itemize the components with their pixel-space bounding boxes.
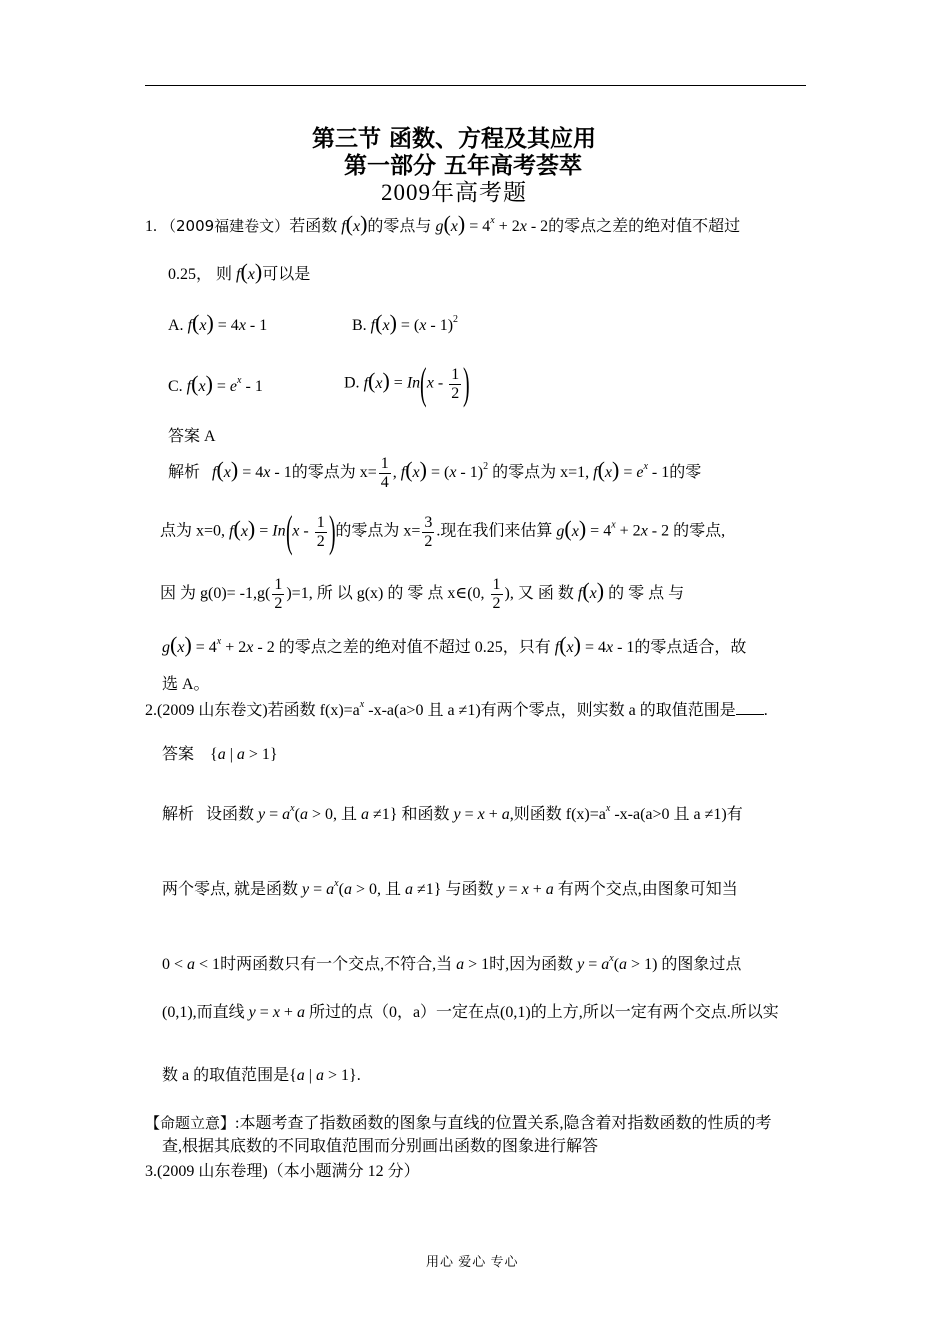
q2-solution-line1: 解析 设函数 $y = a^x(a > 0$, 且 a ≠1} 和函数 y = x + a,则函数 $f(x)=a^x$ -x-a(a>0 且 a ≠1)有	[162, 803, 743, 823]
q1-solution-line5: 选 A。	[162, 676, 210, 693]
q2-text: 有两个交点,由图象可知当	[557, 881, 738, 898]
q1-text: 因 为 g(0)= -1,g(	[160, 585, 271, 603]
solution-label: 解析	[168, 464, 201, 482]
q1-solution-line4: $g(x) = 4^x + 2x - 2$ 的零点之差的绝对值不超过 0.25，只有 f(x) = 4x - 1的零点适合，故	[162, 632, 747, 657]
q1-text: 的零点,	[673, 522, 726, 540]
q2-solution-line4: (0,1),而直线 y = x + a 所过的点（0，a）一定在点(0,1)的上方,所以一定有两个交点.所以实	[162, 1004, 779, 1021]
q1-number: 1.	[145, 218, 157, 235]
q1-answer: 答案 A	[168, 428, 216, 445]
answer-label: 答案	[162, 746, 195, 763]
q1-text: )=1, 所 以 g(x) 的 零 点 x∈(0,	[286, 585, 485, 603]
q2-answer: 答案 {a | a > 1}	[162, 746, 278, 763]
q2-solution-line3: 0 < a < 1时两函数只有一个交点,不符合,当 a > 1时,因为函数 $y = a^x(a > 1)$ 的图象过点	[162, 953, 742, 973]
q2-solution-line2: 两个零点, 就是函数 $y = a^x(a > 0$, 且 a ≠1} 与函数 y = x + a 有两个交点,由图象可知当	[162, 878, 738, 898]
q1-text: 可以是	[262, 266, 311, 283]
q2-text: (2009 山东卷文)若函数 f(x)=a	[157, 702, 360, 719]
q2-text: ,则函数 f(x)=a	[509, 806, 606, 823]
q1-text: 的零	[669, 464, 702, 482]
q1-option-d: D. f(x) = In(x - $\frac{1}{2}$ )	[344, 359, 470, 408]
q1-text: .现在我们来估算	[436, 522, 553, 540]
q2-text: 所过的点（0，a）一定在点(0,1)的上方,所以一定有两个交点.所以实	[308, 1004, 779, 1021]
q2-number: 2.	[145, 702, 157, 719]
solution-label: 解析	[162, 806, 195, 823]
q1-stem-line2	[168, 259, 311, 285]
q2-text: 与函数	[445, 881, 494, 898]
q1-text: 若函数	[289, 218, 338, 235]
header-rule	[145, 85, 806, 86]
q1-text: 的零点之差的绝对值不超过 0.25，只有	[278, 639, 551, 656]
option-label: D.	[344, 374, 360, 392]
q1-option-c: C. $f(x) = e^x - 1$	[168, 371, 263, 396]
q2-text: :本题考查了指数函数的图象与直线的位置关系,隐含着对指数函数的性质的考	[235, 1115, 772, 1132]
q3-stem: 3.(2009 山东卷理)（本小题满分 12 分）	[145, 1163, 420, 1180]
q2-text: -x-a(a>0 且 a ≠1)有	[614, 806, 743, 823]
math-gx: g(x)	[435, 211, 466, 236]
year-title: 2009年高考题	[381, 180, 527, 205]
section-title: 第三节 函数、方程及其应用	[312, 126, 597, 152]
q2-text: 时,因为函数	[489, 956, 574, 973]
q1-text: 点为 x=0,	[160, 522, 226, 540]
q1-solution-line2: 点为 x=0, f(x) = In(x - $\frac{1}{2}$ )的零点为 x= $\frac{3}{2}$ .现在我们来估算 $g(x) = 4^x + 2x - 2$ 的零点,	[160, 507, 726, 556]
q2-stem: 2.(2009 山东卷文)若函数 $f(x)=a^x$ -x-a(a>0 且 a ≠1)有两个零点，则实数 a 的取值范围是 .	[145, 699, 768, 719]
q2-intent-line1	[145, 1113, 771, 1134]
q1-solution-line1: 解析 f(x) = 4x - 1的零点为 x= $\frac{1}{4}$ , f(x) = (x - 1)$^2$ 的零点为 x=1, $f(x) = e^x - 1$的零	[168, 455, 702, 491]
q1-text: 的 零 点 与	[608, 585, 685, 603]
q1-text: 的零点为 x=	[291, 464, 377, 482]
q1-text: 的零点为 x=	[335, 522, 421, 540]
q2-text: 时两函数只有一个交点,不符合,当	[220, 956, 453, 973]
q2-text: .	[356, 1067, 361, 1084]
q2-text: 设函数	[206, 806, 255, 823]
q1-text: 0.25， 则	[168, 266, 233, 283]
page-footer: 用心 爱心 专心	[426, 1254, 519, 1269]
q1-stem-line1: 1. （2009福建卷文）若函数 f(x)的零点与 $g(x) = 4^x + 2x - 2$的零点之差的绝对值不超过	[145, 211, 741, 236]
q2-text: 的图象过点	[661, 956, 742, 973]
q2-text: 数 a 的取值范围是	[162, 1067, 290, 1084]
option-label: C.	[168, 378, 183, 395]
intent-label: 【命题立意】	[145, 1114, 236, 1132]
q1-text: ), 又 函 数	[504, 585, 574, 603]
q1-text: 的零点与	[367, 218, 432, 235]
q2-text: 两个零点, 就是函数	[162, 881, 299, 898]
q1-source: （2009福建卷文）	[161, 217, 290, 235]
q1-text: 的零点为 x=1,	[492, 464, 590, 482]
q1-solution-line3: 因 为 g(0)= -1,g( $\frac{1}{2}$ )=1, 所 以 g(x) 的 零 点 x∈(0, $\frac{1}{2}$ ), 又 函 数 f(x) 的 零 点 与	[160, 576, 685, 612]
answer-blank	[736, 700, 764, 715]
q2-text: 和函数	[401, 806, 450, 823]
option-label: A.	[168, 317, 184, 334]
q1-option-b: B. f(x) = (x - 1)$^2$	[352, 310, 459, 335]
option-label: B.	[352, 317, 367, 334]
q2-solution-line5: 数 a 的取值范围是{a | a > 1}.	[162, 1067, 361, 1084]
q2-text: -x-a(a>0 且 a ≠1)有两个零点，则实数 a 的取值范围是	[368, 702, 736, 719]
part-title: 第一部分 五年高考荟萃	[344, 153, 583, 179]
q1-text: 的零点适合，故	[634, 639, 747, 656]
math-fx: f(x)	[341, 211, 368, 236]
q2-text: (0,1),而直线	[162, 1004, 245, 1021]
q2-intent-line2: 查,根据其底数的不同取值范围而分别画出函数的图象进行解答	[162, 1138, 599, 1155]
q1-text: ,	[392, 464, 397, 482]
q1-option-a: A. f(x) = 4x - 1	[168, 310, 268, 335]
q1-text: 的零点之差的绝对值不超过	[548, 218, 741, 235]
math-fx: f(x)	[236, 259, 263, 284]
